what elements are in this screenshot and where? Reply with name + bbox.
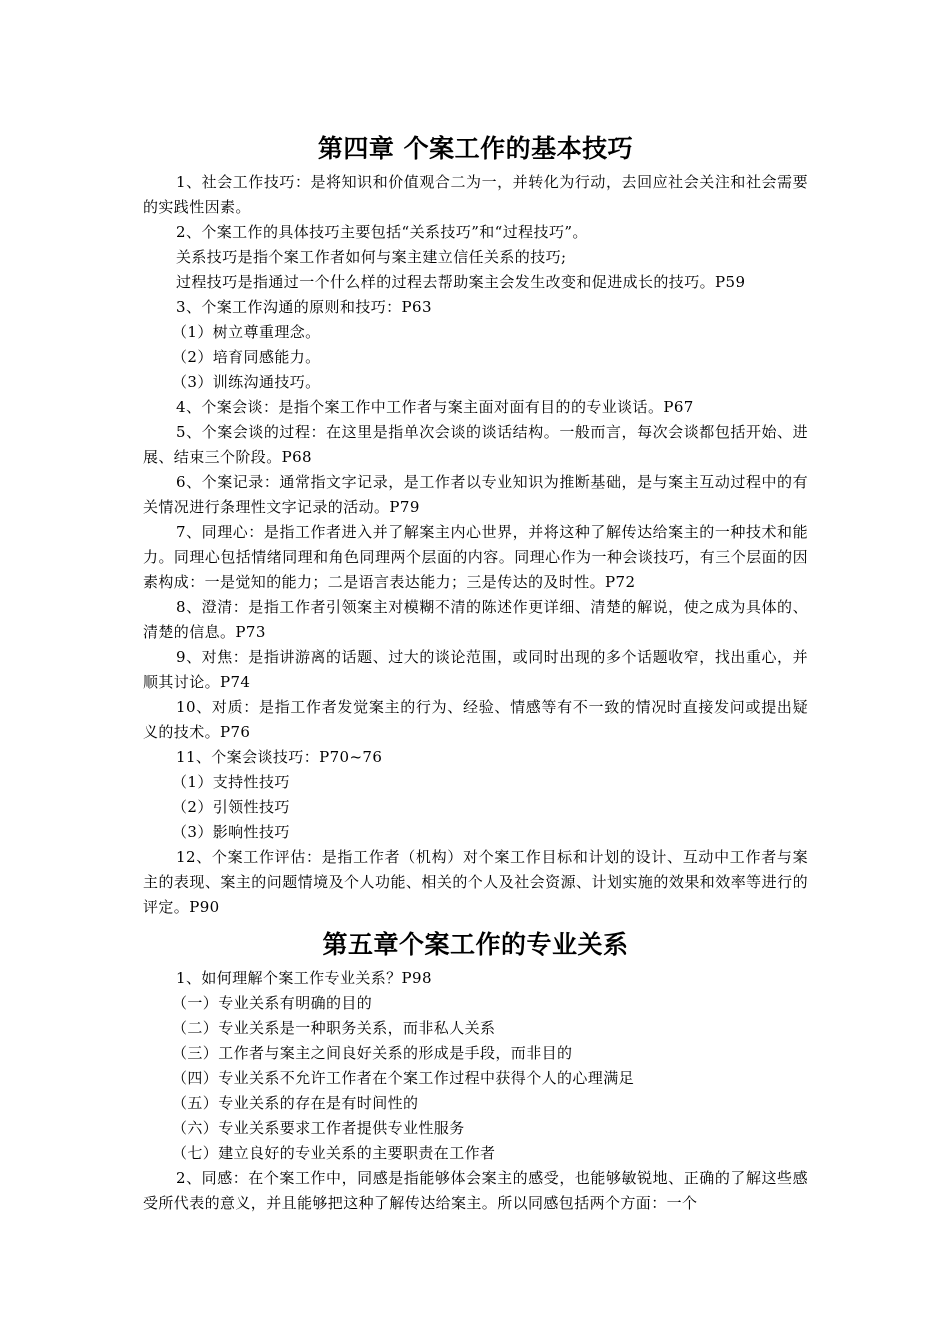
list-item: （2）培育同感能力。 [172, 348, 321, 366]
paragraph: 7、同理心：是指工作者进入并了解案主内心世界，并将这种了解传达给案主的一种技术和能力。同理心包括情绪同理和角色同理两个层面的内容。同理心作为一种会谈技巧，有三个层面的因素构成：一是觉知的能力；二是语言表达能力；三是传达的及时性。P72 [143, 523, 808, 591]
paragraph: 12、个案工作评估：是指工作者（机构）对个案工作目标和计划的设计、互动中工作者与案主的表现、案主的问题情境及个人功能、相关的个人及社会资源、计划实施的效果和效率等进行的评定。P90 [143, 848, 808, 916]
chapter-5-body [143, 966, 808, 1216]
paragraph: 9、对焦：是指讲游离的话题、过大的谈论范围，或同时出现的多个话题收窄，找出重心，并顺其讨论。P74 [143, 648, 808, 691]
paragraph: 5、个案会谈的过程：在这里是指单次会谈的谈话结构。一般而言，每次会谈都包括开始、进展、结束三个阶段。P68 [143, 423, 808, 466]
paragraph: 8、澄清：是指工作者引领案主对模糊不清的陈述作更详细、清楚的解说，使之成为具体的、清楚的信息。P73 [143, 598, 808, 641]
paragraph: 过程技巧是指通过一个什么样的过程去帮助案主会发生改变和促进成长的技巧。P59 [176, 273, 746, 291]
list-item: （六）专业关系要求工作者提供专业性服务 [172, 1119, 465, 1137]
list-item: （二）专业关系是一种职务关系，而非私人关系 [172, 1019, 496, 1037]
list-item: （三）工作者与案主之间良好关系的形成是手段，而非目的 [172, 1044, 573, 1062]
document-page [143, 132, 808, 1216]
paragraph: 6、个案记录：通常指文字记录，是工作者以专业知识为推断基础，是与案主互动过程中的有关情况进行条理性文字记录的活动。P79 [143, 473, 808, 516]
list-item: （四）专业关系不允许工作者在个案工作过程中获得个人的心理满足 [172, 1069, 635, 1087]
chapter-4-title: 第四章 个案工作的基本技巧 [317, 134, 634, 163]
chapter-4-body [143, 170, 808, 920]
list-item: （一）专业关系有明确的目的 [172, 994, 373, 1012]
list-item: （3）训练沟通技巧。 [172, 373, 321, 391]
list-item: （七）建立良好的专业关系的主要职责在工作者 [172, 1144, 496, 1162]
paragraph: 2、个案工作的具体技巧主要包括“关系技巧”和“过程技巧”。 [176, 223, 588, 241]
list-item: （2）引领性技巧 [172, 798, 290, 816]
paragraph: 4、个案会谈：是指个案工作中工作者与案主面对面有目的的专业谈话。P67 [176, 398, 694, 416]
list-item: （1）支持性技巧 [172, 773, 290, 791]
paragraph: 11、个案会谈技巧：P70~76 [176, 748, 383, 766]
list-item: （3）影响性技巧 [172, 823, 290, 841]
list-item: （五）专业关系的存在是有时间性的 [172, 1094, 419, 1112]
paragraph: 关系技巧是指个案工作者如何与案主建立信任关系的技巧; [176, 248, 567, 266]
paragraph: 10、对质：是指工作者发觉案主的行为、经验、情感等有不一致的情况时直接发问或提出疑义的技术。P76 [143, 698, 808, 741]
list-item: （1）树立尊重理念。 [172, 323, 321, 341]
paragraph: 1、社会工作技巧：是将知识和价值观合二为一，并转化为行动，去回应社会关注和社会需要的实践性因素。 [143, 173, 808, 216]
paragraph: 2、同感：在个案工作中，同感是指能够体会案主的感受，也能够敏锐地、正确的了解这些感受所代表的意义，并且能够把这种了解传达给案主。所以同感包括两个方面：一个 [143, 1169, 808, 1212]
paragraph: 3、个案工作沟通的原则和技巧：P63 [176, 298, 432, 316]
paragraph: 1、如何理解个案工作专业关系？P98 [176, 969, 432, 987]
chapter-5-title: 第五章个案工作的专业关系 [322, 930, 629, 959]
